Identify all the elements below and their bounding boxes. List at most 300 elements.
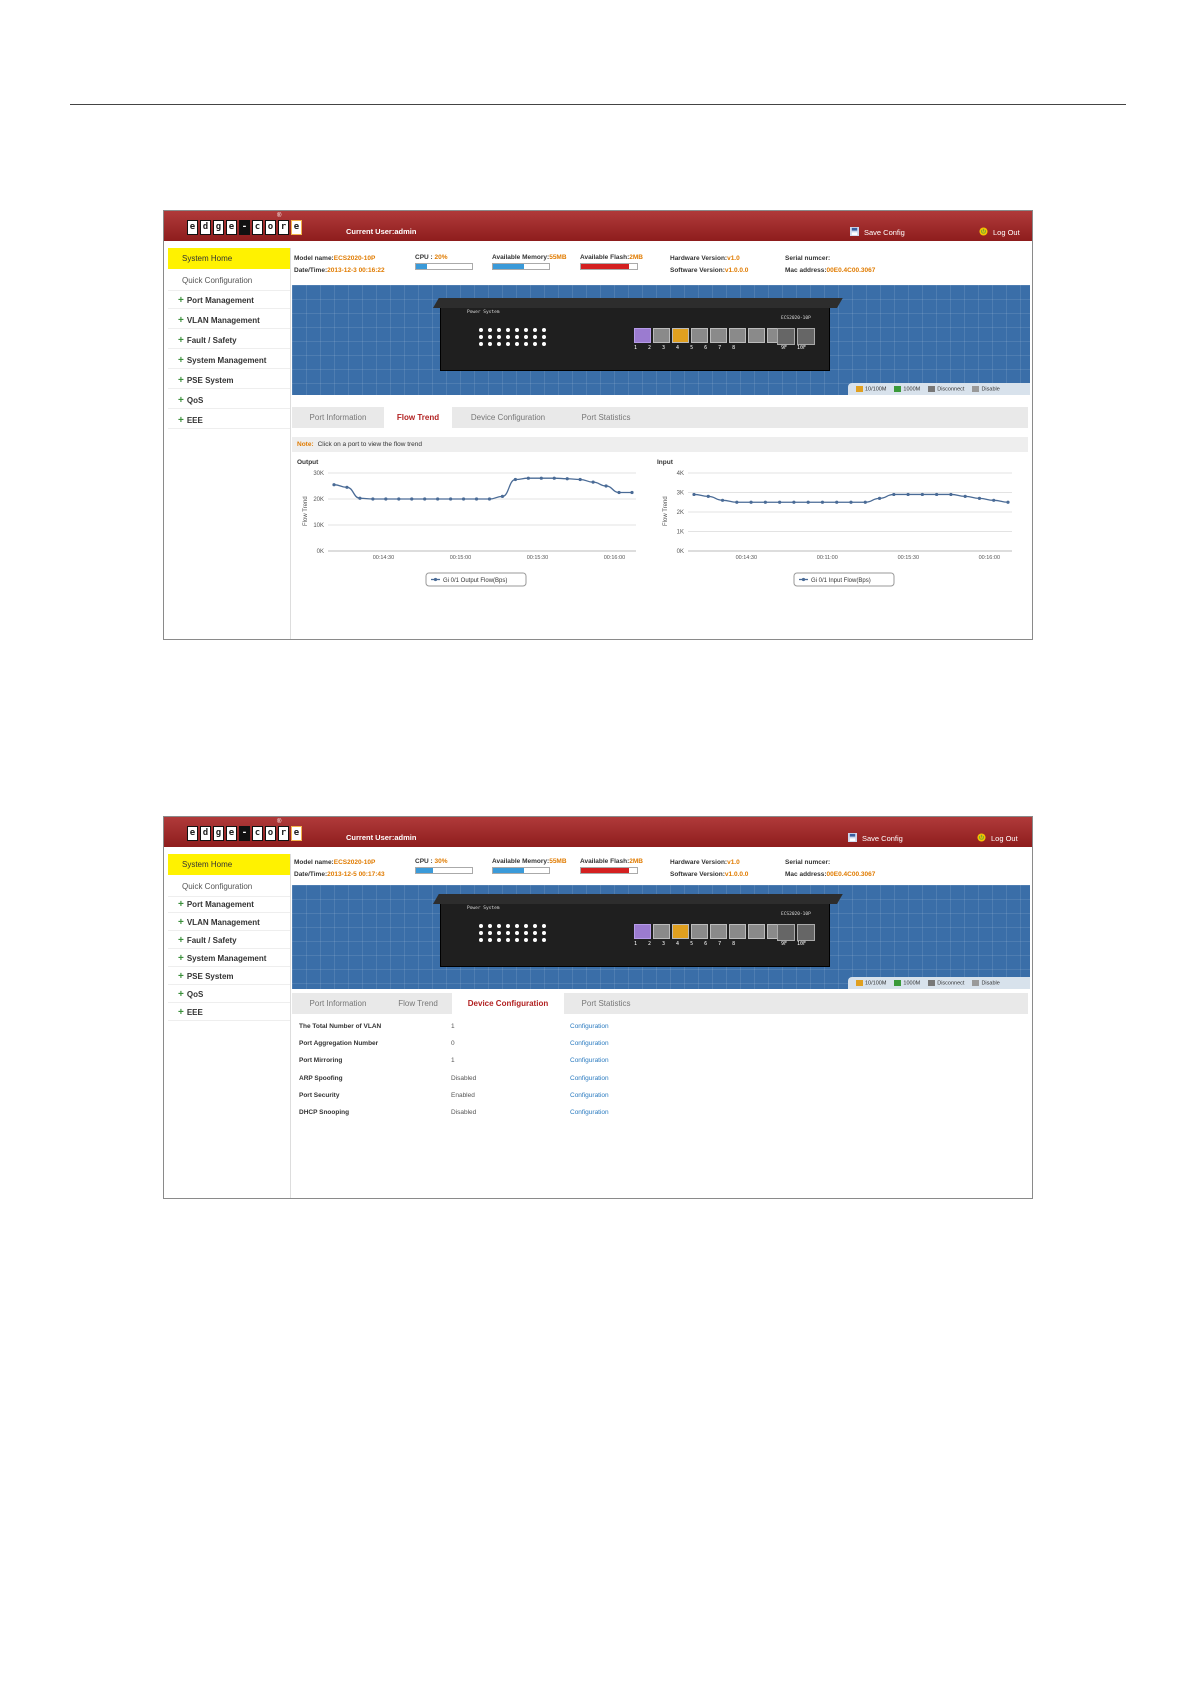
y-tick-label: 30K [313,471,324,477]
data-point [707,495,710,498]
data-point [617,491,620,494]
date-time-value: 2013-12-5 00:17:43 [327,871,385,878]
port-number: 4 [676,345,691,351]
tab-bar [292,993,1028,1014]
expand-plus-icon: + [178,415,184,426]
save-config-button[interactable]: Save Config [862,834,903,843]
sidebar-item-eee[interactable] [178,415,203,426]
led-icon [533,335,537,339]
port-number: 8 [732,941,747,947]
sidebar [168,248,291,639]
note-label: Note: [297,441,314,448]
sidebar-item-port-management[interactable] [178,899,254,910]
date-time-label: Date/Time: [294,267,328,274]
led-icon [488,938,492,942]
tab-port-information[interactable]: Port Information [309,999,367,1008]
led-icon [497,328,501,332]
sfp-port-9f[interactable] [777,328,795,345]
data-point [935,493,938,496]
configuration-link[interactable]: Configuration [570,1057,609,1065]
led-icon [506,335,510,339]
led-icon [515,335,519,339]
logo-letter: e [291,826,302,841]
port-6[interactable] [729,924,746,939]
flash-usage-bar-fill [581,868,629,873]
sidebar-item-label: Fault / Safety [186,936,237,945]
legend-label: 10/100M [865,386,887,393]
sidebar-item-eee[interactable] [178,1007,203,1018]
configuration-link[interactable]: Configuration [570,1109,609,1116]
top-bar [164,211,1032,241]
power-system-label: Power System [467,310,500,315]
led-icon [542,335,546,339]
power-icon[interactable] [979,227,988,236]
led-icon [542,328,546,332]
tab-device-configuration[interactable]: Device Configuration [470,413,546,422]
sfp-number: 10F [797,345,807,351]
tab-bar [292,407,1028,428]
led-icon [524,342,528,346]
sidebar-item-label: VLAN Management [186,918,260,927]
logo-registered-mark: ® [277,819,282,825]
logo-registered-mark: ® [277,213,282,219]
expand-plus-icon: + [178,335,184,346]
input-flow-chart [652,455,1028,603]
config-value: Enabled [451,1091,475,1099]
sidebar-item-label: Fault / Safety [186,336,237,345]
data-point [566,477,569,480]
sidebar-item-system-management[interactable] [178,355,266,366]
data-point [371,497,374,500]
legend-item [972,386,999,392]
led-icon [533,938,537,942]
legend-item [856,386,886,392]
tab-port-statistics[interactable]: Port Statistics [581,413,631,422]
data-point [792,501,795,504]
tab-flow-trend[interactable]: Flow Trend [384,407,452,428]
logo-letter: d [200,220,211,235]
sidebar-item-label: QoS [186,990,204,999]
port-5[interactable] [710,924,727,939]
logo-letter: r [278,826,289,841]
sidebar-divider [168,966,290,967]
sfp-number: 9F [781,941,788,947]
page-top-rule [70,104,1126,105]
led-icon [488,342,492,346]
logo-letter: e [291,220,302,235]
sidebar-divider [168,912,290,913]
model-name-value: ECS2020-10P [333,859,376,866]
led-icon [479,931,483,935]
data-point [553,477,556,480]
port-legend [848,383,1030,395]
sidebar-item-quick-configuration[interactable]: Quick Configuration [168,271,290,291]
port-number: 1 [634,345,649,351]
cpu-usage-value: 30% [434,858,448,865]
tab-port-statistics[interactable]: Port Statistics [581,999,631,1008]
configuration-link[interactable]: Configuration [570,1074,609,1082]
legend-swatch-icon [894,980,901,986]
sidebar-item-pse-system[interactable] [178,375,234,386]
sidebar-item-fault-safety[interactable] [178,935,237,946]
device-panel [292,285,1030,395]
logo-letter: e [226,826,237,841]
legend-item [894,980,920,986]
legend-label: Disable [981,386,1000,393]
configuration-link[interactable]: Configuration [570,1091,609,1099]
port-4[interactable] [691,328,708,343]
led-icon [497,342,501,346]
configuration-link[interactable]: Configuration [570,1040,609,1048]
config-value: 1 [451,1057,455,1065]
led-icon [542,924,546,928]
led-icon [524,335,528,339]
tab-flow-trend[interactable]: Flow Trend [398,999,438,1008]
x-tick-label: 00:15:00 [449,555,472,561]
led-icon [506,328,510,332]
led-icon [506,924,510,928]
port-numbers [634,345,746,351]
date-time [294,871,385,878]
config-name: Port Aggregation Number [299,1040,379,1048]
expand-plus-icon: + [178,315,184,326]
power-system-label: Power System [467,906,500,911]
memory-usage-bar [492,263,550,270]
led-icon [515,938,519,942]
legend-label: 1000M [903,386,921,393]
cpu-usage-label: CPU : [415,858,435,865]
sidebar-item-label: EEE [186,1008,203,1017]
system-info [294,255,1024,285]
legend-marker-icon [434,578,437,581]
available-memory-value: 55MB [549,254,567,261]
expand-plus-icon: + [178,899,184,910]
y-tick-label: 4K [676,471,684,477]
switch-top-face [433,298,843,308]
sidebar-item-qos[interactable] [178,395,203,406]
port-number: 8 [732,345,747,351]
ethernet-ports [634,328,784,343]
led-icon [515,931,519,935]
sidebar-item-port-management[interactable] [178,295,254,306]
legend-swatch-icon [928,980,935,986]
data-point [514,478,517,481]
legend-item [856,980,886,986]
led-icon [524,924,528,928]
sidebar-item-qos[interactable] [178,989,203,1000]
note-bar [292,437,1028,452]
mac-address-value: 00E0.4C00.3067 [826,267,876,274]
cpu-usage-label: CPU : [415,254,435,261]
sidebar-item-system-home[interactable]: System Home [168,854,290,875]
port-number: 7 [718,941,733,947]
port-1[interactable] [634,924,651,939]
software-version-label: Software Version: [670,267,725,274]
port-7[interactable] [748,328,765,343]
switch-model-label: ECS2020-10P [781,316,811,321]
chart-title: Input [657,459,673,466]
legend-label: 10/100M [865,980,887,987]
expand-plus-icon: + [178,953,184,964]
data-point [892,493,895,496]
data-point [397,497,400,500]
sidebar-item-fault-safety[interactable] [178,335,237,346]
port-legend [848,977,1030,989]
date-time-value: 2013-12-3 00:16:22 [327,267,385,274]
sfp-port-9f[interactable] [777,924,795,941]
available-memory-value: 55MB [549,858,567,865]
model-name-value: ECS2020-10P [333,255,376,262]
led-icon [533,931,537,935]
cpu-usage-bar-fill [416,264,427,269]
model-name-label: Model name: [294,859,334,866]
chart-title: Output [297,459,319,466]
save-config-button[interactable]: Save Config [864,228,905,237]
cpu-usage-bar [415,867,473,874]
available-flash-label: Available Flash: [580,858,630,865]
configuration-link[interactable]: Configuration [570,1023,609,1030]
led-icon [479,328,483,332]
x-tick-label: 00:11:00 [816,555,838,561]
data-point [384,497,387,500]
available-flash [580,254,643,261]
led-icon [497,931,501,935]
mac-address [785,267,875,274]
logo-letter: o [265,220,276,235]
logo-letter: c [252,826,263,841]
expand-plus-icon: + [178,375,184,386]
save-icon[interactable] [848,833,857,842]
data-point [964,495,967,498]
sidebar-item-pse-system[interactable] [178,971,234,982]
sfp-port-10f[interactable] [797,328,815,345]
port-7[interactable] [748,924,765,939]
sidebar-divider [168,930,290,931]
y-axis-label: Flow Trend [303,496,309,526]
tab-port-information[interactable]: Port Information [309,413,367,422]
led-icon [515,328,519,332]
tab-device-configuration[interactable]: Device Configuration [452,993,564,1014]
port-number: 5 [690,941,705,947]
legend-item [972,980,999,986]
top-bar [164,817,1032,847]
led-icon [533,924,537,928]
legend-swatch-icon [894,386,901,392]
port-1[interactable] [634,328,651,343]
log-out-button[interactable]: Log Out [993,228,1020,237]
led-icon [479,335,483,339]
data-point [735,501,738,504]
sidebar-item-label: QoS [186,396,204,405]
sidebar-divider [168,1002,290,1003]
sidebar-item-system-home[interactable]: System Home [168,248,290,269]
config-name: DHCP Snooping [299,1109,350,1116]
model-name [294,859,375,866]
save-icon[interactable] [850,227,859,236]
port-3[interactable] [672,924,689,939]
led-icon [479,342,483,346]
sidebar-divider [168,308,290,309]
logo-letter: e [187,826,198,841]
switch-front-panel[interactable] [440,305,830,371]
flash-usage-bar [580,263,638,270]
led-icon [524,328,528,332]
config-value: 1 [451,1023,455,1030]
data-point [749,501,752,504]
sfp-port-10f[interactable] [797,924,815,941]
data-point [579,478,582,481]
switch-front-panel[interactable] [440,901,830,967]
brand-logo [187,220,302,235]
expand-plus-icon: + [178,295,184,306]
available-memory [492,858,567,865]
data-point [692,493,695,496]
flash-usage-bar-fill [581,264,629,269]
data-point [807,501,810,504]
expand-plus-icon: + [178,1007,184,1018]
legend-swatch-icon [928,386,935,392]
x-tick-label: 00:15:30 [526,555,549,561]
data-point [906,493,909,496]
config-value: Disabled [451,1074,477,1082]
model-name-label: Model name: [294,255,334,262]
data-point [488,497,491,500]
port-number: 1 [634,941,649,947]
config-value: 0 [451,1040,455,1048]
led-icon [497,924,501,928]
config-value: Disabled [451,1109,477,1116]
legend-swatch-icon [856,386,863,392]
log-out-button[interactable]: Log Out [991,834,1018,843]
led-icon [488,335,492,339]
data-point [878,497,881,500]
legend-swatch-icon [972,980,979,986]
x-tick-label: 00:14:30 [372,555,395,561]
logo-letter: e [226,220,237,235]
port-2[interactable] [653,924,670,939]
data-point [423,497,426,500]
sidebar-divider [168,984,290,985]
led-icon [479,938,483,942]
expand-plus-icon: + [178,971,184,982]
legend-swatch-icon [856,980,863,986]
switch-model-label: ECS2020-10P [781,912,811,917]
logo-letter: e [187,220,198,235]
port-number: 4 [676,941,691,947]
y-tick-label: 1K [676,529,684,536]
data-point [949,493,952,496]
available-flash-value: 2MB [629,254,643,261]
sidebar-item-vlan-management[interactable] [178,917,260,928]
series-line [334,478,632,499]
y-tick-label: 10K [313,523,324,529]
led-icon [524,931,528,935]
mac-address-label: Mac address: [785,871,827,878]
output-flow-chart [292,455,652,603]
hardware-version-label: Hardware Version: [670,255,728,262]
data-point [332,483,335,486]
legend-series-name: Gi 0/1 Input Flow(Bps) [811,577,871,584]
logo-letter: - [239,826,250,841]
led-icon [497,335,501,339]
sidebar-item-vlan-management[interactable] [178,315,260,326]
available-memory-label: Available Memory: [492,254,550,261]
data-point [345,486,348,489]
serial-number-label: Serial numcer: [785,859,831,866]
data-point [462,497,465,500]
data-point [630,491,633,494]
sidebar-item-quick-configuration[interactable]: Quick Configuration [168,877,290,897]
date-time [294,267,385,274]
sidebar-divider [168,1020,290,1021]
device-configuration-screenshot [163,816,1033,1199]
sidebar [168,854,291,1198]
software-version-value: v1.0.0.0 [724,267,749,274]
switch-top-face [433,894,843,904]
sidebar-item-label: PSE System [186,376,234,385]
hardware-version-label: Hardware Version: [670,859,728,866]
brand-logo [187,826,302,841]
data-point [778,501,781,504]
port-3[interactable] [672,328,689,343]
data-point [436,497,439,500]
serial-number [785,859,830,866]
x-tick-label: 00:14:30 [735,555,758,561]
hardware-version-value: v1.0 [727,255,740,262]
date-time-label: Date/Time: [294,871,328,878]
sidebar-item-label: PSE System [186,972,234,981]
data-point [835,501,838,504]
cpu-usage [415,858,448,865]
data-point [992,499,995,502]
legend-label: Disable [981,980,1000,987]
port-6[interactable] [729,328,746,343]
led-icon [488,328,492,332]
data-point [978,497,981,500]
port-5[interactable] [710,328,727,343]
port-2[interactable] [653,328,670,343]
led-icon [479,924,483,928]
data-point [604,484,607,487]
data-point [527,477,530,480]
data-point [1006,501,1009,504]
legend-item [928,980,964,986]
sidebar-item-system-management[interactable] [178,953,266,964]
sidebar-item-label: System Management [186,356,267,365]
port-4[interactable] [691,924,708,939]
memory-usage-bar [492,867,550,874]
flow-trend-screenshot [163,210,1033,640]
legend-item [928,386,964,392]
y-tick-label: 0K [316,549,324,555]
y-axis-label: Flow Trend [663,496,669,526]
note-text: Click on a port to view the flow trend [317,441,423,448]
serial-number [785,255,830,262]
port-number: 3 [662,345,677,351]
power-icon[interactable] [977,833,986,842]
sidebar-divider [168,328,290,329]
sidebar-divider [168,388,290,389]
sfp-numbers [781,941,816,947]
data-point [410,497,413,500]
logo-letter: g [213,826,224,841]
led-icon [542,938,546,942]
available-memory [492,254,567,261]
data-point [475,497,478,500]
sfp-number: 10F [797,941,807,947]
led-icon [515,924,519,928]
available-flash-value: 2MB [629,858,643,865]
